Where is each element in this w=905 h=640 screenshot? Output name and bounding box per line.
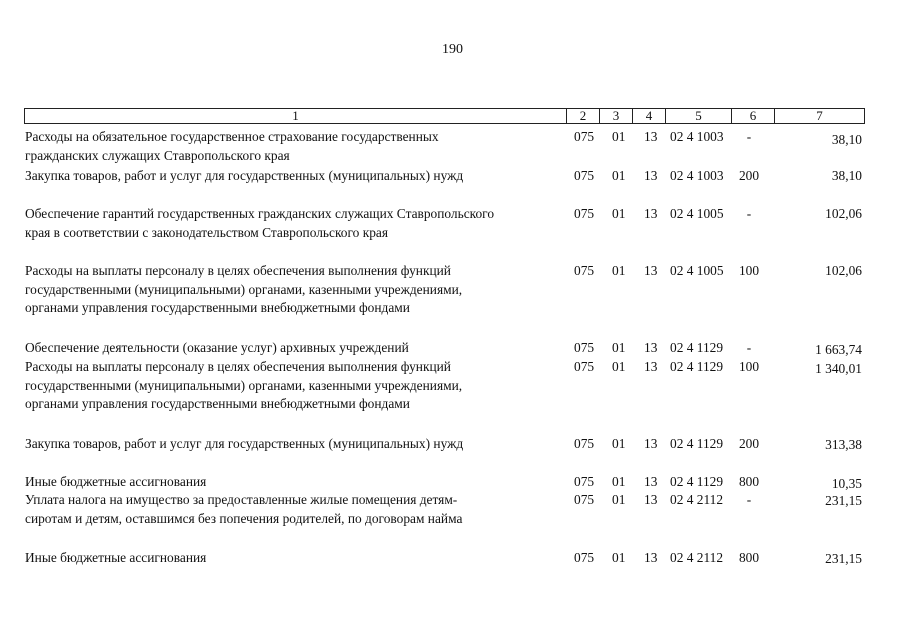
row-description bbox=[25, 205, 560, 242]
cell-target-article: 02 4 1129 bbox=[670, 436, 724, 451]
header-col-7: 7 bbox=[774, 109, 864, 123]
cell-expense-type: 200 bbox=[738, 168, 760, 183]
row-description-line: органами управления государственными внебюджетными фондами bbox=[25, 396, 410, 411]
cell-subsection: 13 bbox=[644, 168, 658, 183]
header-col-4: 4 bbox=[632, 109, 665, 123]
row-description bbox=[25, 128, 560, 165]
row-description bbox=[25, 549, 560, 568]
cell-section: 01 bbox=[612, 550, 626, 565]
cell-amount: 38,10 bbox=[831, 168, 862, 183]
cell-amount: 10,35 bbox=[831, 476, 862, 491]
row-description-line: государственными (муниципальными) органами, казенными учреждениями, bbox=[25, 281, 463, 297]
cell-admin-code: 075 bbox=[574, 474, 595, 489]
row-description-line: Закупка товаров, работ и услуг для государственных (муниципальных) нужд bbox=[25, 436, 464, 451]
row-description-line: края в соответствии с законодательством Ставропольского края bbox=[25, 224, 389, 240]
cell-expense-type: - bbox=[746, 492, 752, 507]
cell-section: 01 bbox=[612, 492, 626, 507]
cell-admin-code: 075 bbox=[574, 436, 595, 451]
cell-admin-code: 075 bbox=[574, 206, 595, 221]
page-number: 190 bbox=[442, 42, 463, 57]
row-description bbox=[25, 491, 560, 528]
cell-subsection: 13 bbox=[644, 340, 658, 355]
cell-admin-code: 075 bbox=[574, 129, 595, 144]
table-header bbox=[24, 108, 865, 124]
cell-section: 01 bbox=[612, 340, 626, 355]
cell-target-article: 02 4 2112 bbox=[670, 492, 724, 507]
cell-amount: 313,38 bbox=[825, 437, 862, 452]
cell-section: 01 bbox=[612, 206, 626, 221]
cell-target-article: 02 4 1129 bbox=[670, 340, 724, 355]
cell-subsection: 13 bbox=[644, 436, 658, 451]
cell-amount: 102,06 bbox=[825, 263, 862, 278]
row-description-line: государственными (муниципальными) органами, казенными учреждениями, bbox=[25, 377, 463, 393]
header-col-3: 3 bbox=[599, 109, 632, 123]
row-description bbox=[25, 358, 560, 414]
header-col-6: 6 bbox=[731, 109, 774, 123]
cell-expense-type: 800 bbox=[738, 474, 760, 489]
cell-expense-type: - bbox=[746, 129, 752, 144]
cell-admin-code: 075 bbox=[574, 263, 595, 278]
row-description-line: гражданских служащих Ставропольского края bbox=[25, 147, 290, 163]
cell-admin-code: 075 bbox=[574, 492, 595, 507]
cell-subsection: 13 bbox=[644, 129, 658, 144]
row-description-line: Расходы на выплаты персоналу в целях обеспечения выполнения функций bbox=[25, 359, 451, 374]
cell-amount: 231,15 bbox=[825, 493, 862, 508]
cell-amount: 102,06 bbox=[825, 206, 862, 221]
row-description-line: Иные бюджетные ассигнования bbox=[25, 550, 207, 565]
cell-admin-code: 075 bbox=[574, 168, 595, 183]
cell-amount: 231,15 bbox=[825, 551, 862, 566]
cell-expense-type: - bbox=[746, 206, 752, 221]
row-description-line: Иные бюджетные ассигнования bbox=[25, 474, 207, 489]
cell-subsection: 13 bbox=[644, 474, 658, 489]
cell-expense-type: 200 bbox=[738, 436, 760, 451]
cell-subsection: 13 bbox=[644, 550, 658, 565]
cell-expense-type: - bbox=[746, 340, 752, 355]
row-description-line: органами управления государственными внебюджетными фондами bbox=[25, 300, 410, 315]
cell-admin-code: 075 bbox=[574, 550, 595, 565]
header-col-2: 2 bbox=[566, 109, 599, 123]
row-description bbox=[25, 339, 560, 358]
cell-subsection: 13 bbox=[644, 206, 658, 221]
row-description-line: Закупка товаров, работ и услуг для государственных (муниципальных) нужд bbox=[25, 168, 464, 183]
cell-expense-type: 800 bbox=[738, 550, 760, 565]
cell-target-article: 02 4 1129 bbox=[670, 474, 724, 489]
row-description-line: Обеспечение деятельности (оказание услуг) архивных учреждений bbox=[25, 340, 409, 355]
cell-target-article: 02 4 2112 bbox=[670, 550, 724, 565]
cell-admin-code: 075 bbox=[574, 340, 595, 355]
row-description-line: сиротам и детям, оставшимся без попечения родителей, по договорам найма bbox=[25, 510, 463, 526]
cell-subsection: 13 bbox=[644, 492, 658, 507]
cell-amount: 1 663,74 bbox=[815, 342, 862, 357]
cell-admin-code: 075 bbox=[574, 359, 595, 374]
cell-section: 01 bbox=[612, 474, 626, 489]
row-description bbox=[25, 435, 560, 454]
cell-target-article: 02 4 1003 bbox=[670, 129, 724, 144]
cell-target-article: 02 4 1129 bbox=[670, 359, 724, 374]
row-description-line: Расходы на выплаты персоналу в целях обеспечения выполнения функций bbox=[25, 263, 451, 278]
cell-expense-type: 100 bbox=[738, 263, 760, 278]
cell-section: 01 bbox=[612, 168, 626, 183]
cell-section: 01 bbox=[612, 436, 626, 451]
cell-section: 01 bbox=[612, 263, 626, 278]
header-col-1: 1 bbox=[292, 108, 299, 123]
cell-subsection: 13 bbox=[644, 263, 658, 278]
header-col-5: 5 bbox=[665, 109, 731, 123]
cell-subsection: 13 bbox=[644, 359, 658, 374]
cell-section: 01 bbox=[612, 129, 626, 144]
cell-section: 01 bbox=[612, 359, 626, 374]
row-description-line: Обеспечение гарантий государственных гражданских служащих Ставропольского bbox=[25, 206, 495, 221]
cell-amount: 38,10 bbox=[831, 132, 862, 147]
row-description-line: Уплата налога на имущество за предоставленные жилые помещения детям- bbox=[25, 492, 458, 507]
cell-target-article: 02 4 1005 bbox=[670, 263, 724, 278]
row-description bbox=[25, 473, 560, 492]
cell-amount: 1 340,01 bbox=[815, 361, 862, 376]
row-description bbox=[25, 262, 560, 318]
cell-target-article: 02 4 1005 bbox=[670, 206, 724, 221]
cell-expense-type: 100 bbox=[738, 359, 760, 374]
row-description-line: Расходы на обязательное государственное страхование государственных bbox=[25, 129, 439, 144]
cell-target-article: 02 4 1003 bbox=[670, 168, 724, 183]
row-description bbox=[25, 167, 560, 186]
